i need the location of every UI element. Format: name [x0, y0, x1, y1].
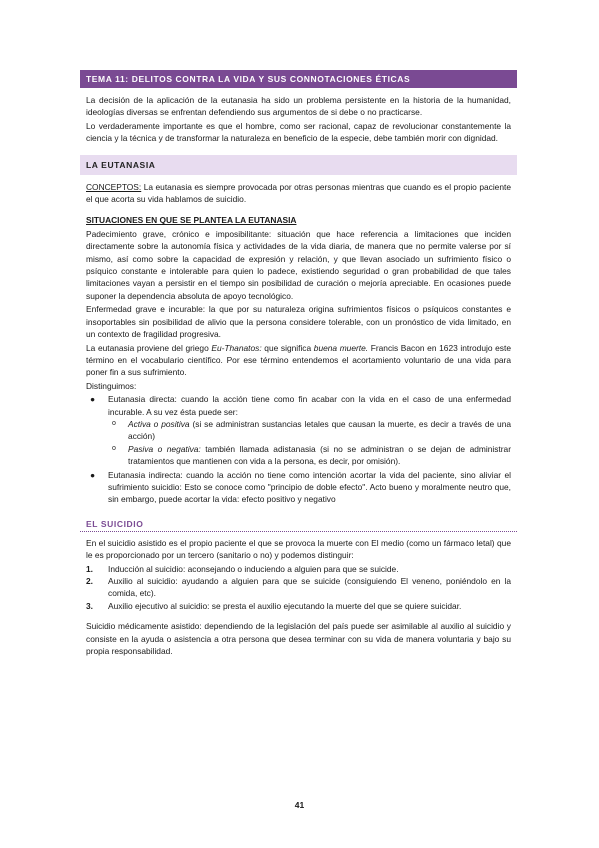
- suicidio-medico-paragraph: Suicidio médicamente asistido: dependiendo de la legislación del país puede ser asimilable al auxilio al suicidio y consiste en la ayuda o asistencia a otra persona que desea terminar con su vida de manera voluntaria y bajo su propia responsabilidad.: [86, 621, 511, 657]
- list-item-indirecta: [86, 469, 511, 506]
- origen-text-e: Francis Bacon en 1623 introdujo este término en el vocabulario científico. Por ese término entendemos el acortamiento voluntario de una vida para poner fin a sus sufrimiento.: [86, 342, 511, 378]
- item-text: Auxilio al suicidio: ayudando a alguien para que se suicide (consiguiendo El veneno, poniéndolo en la comida, etc).: [108, 576, 511, 599]
- conceptos-label: CONCEPTOS:: [86, 181, 142, 192]
- origen-text-a: La eutanasia proviene del griego: [86, 342, 212, 353]
- sub-bullet-icon: o: [112, 444, 116, 452]
- section-title-bar: TEMA 11: DELITOS CONTRA LA VIDA Y SUS CONNOTACIONES ÉTICAS: [80, 70, 517, 88]
- eutanasia-types-list: [80, 393, 517, 506]
- item-number: 1.: [86, 563, 93, 574]
- document-page: [80, 70, 517, 658]
- directa-sublist: [108, 418, 511, 468]
- item-number: 3.: [86, 600, 93, 611]
- directa-text: Eutanasia directa: cuando la acción tiene como fin acabar con la vida en el caso de una enfermedad incurable. A su vez ésta puede ser:: [108, 394, 511, 417]
- list-item-directa: [86, 393, 511, 467]
- distinguimos-label: Distinguimos:: [86, 380, 137, 391]
- padecimiento-paragraph: Padecimiento grave, crónico e imposibilitante: situación que hace referencia a limitaciones que inciden directamente sobre la autonomía física y actividades de la vida diaria, de manera que no permite valerse por sí mismo, así como sobre la capacidad de expresión y relación, y que llevan asociado un sufrimiento físico o psíquico constante e intolerable para quien lo padece, existiendo seguridad o gran probabilidad de que tales limitaciones vayan a persistir en el tiempo sin posibilidad de curación o mejoría apreciable. En ocasiones puede suponer la dependencia absoluta de apoyo tecnológico.: [86, 228, 511, 301]
- bullet-icon: ●: [90, 469, 96, 480]
- item-text: Auxilio ejecutivo al suicidio: se presta el auxilio ejecutando la muerte del que se quiere suicidar.: [108, 600, 462, 611]
- origen-meaning: buena muerte.: [313, 342, 369, 353]
- list-item: [86, 563, 511, 575]
- pasiva-text: también llamada adistanasia (si no se administran o se dejan de administrar tratamientos que mantienen con vida a la persona, es decir, por omisión).: [128, 443, 511, 467]
- list-item: [86, 600, 511, 612]
- origen-paragraph: [80, 342, 517, 379]
- page-number: 41: [294, 800, 305, 810]
- list-item-activa: [108, 418, 511, 443]
- conceptos-paragraph: [80, 181, 517, 206]
- pasiva-label: Pasiva o negativa:: [128, 443, 201, 454]
- intro-paragraph-1: La decisión de la aplicación de la eutanasia ha sido un problema persistente en la historia de la humanidad, ideologías diversas se enfrentan defendiendo sus argumentos de si debe o no practicarse.: [86, 95, 511, 118]
- conceptos-text: La eutanasia es siempre provocada por otras personas mientras que cuando es el propio paciente el que acorta su vida hablamos de suicidio.: [86, 181, 511, 205]
- bullet-icon: ●: [90, 394, 96, 405]
- suicidio-intro: En el suicidio asistido es el propio paciente el que se provoca la muerte con El medio (como un fármaco letal) que le es proporcionado por un tercero (sanitario o no) y podemos distinguir:: [86, 537, 511, 561]
- item-number: 2.: [86, 576, 93, 586]
- origen-text-c: que significa: [261, 342, 314, 353]
- sub-bullet-icon: o: [112, 419, 116, 427]
- list-item: [86, 575, 511, 600]
- situaciones-label: SITUACIONES EN QUE SE PLANTEA LA EUTANASIA: [86, 215, 297, 226]
- suicidio-list: [80, 563, 517, 613]
- list-item-pasiva: [108, 443, 511, 468]
- situaciones-heading: [80, 214, 517, 226]
- activa-label: Activa o positiva: [128, 418, 190, 429]
- eutanasia-heading: LA EUTANASIA: [80, 155, 517, 175]
- activa-text: (si se administran sustancias letales que causan la muerte, es decir a través de una acción): [128, 418, 512, 442]
- enfermedad-paragraph: Enfermedad grave e incurable: la que por su naturaleza origina sufrimientos físicos o psíquicos constantes e insoportables sin posibilidad de alivio que la persona considere tolerable, con un pronóstico de vida limitado, en un contexto de fragilidad progresiva.: [86, 304, 511, 340]
- intro-paragraph-2: Lo verdaderamente importante es que el hombre, como ser racional, capaz de revolucionar constantemente la ciencia y la técnica y de transformar la naturaleza en beneficio de la especie, debe también morir con dignidad.: [86, 120, 511, 144]
- item-text: Inducción al suicidio: aconsejando o induciendo a alguien para que se suicide.: [108, 563, 399, 574]
- indirecta-text: Eutanasia indirecta: cuando la acción no tiene como intención acortar la vida del paciente, sino aliviar el sufrimiento suicidio: Esto se conoce como "principio de doble efecto". Acto bueno y moralmente neutro que, sin embargo, puede acortar la vida: efecto positivo y negativo: [108, 469, 511, 505]
- origen-greek: Eu-Thanatos:: [211, 342, 262, 353]
- suicidio-heading: EL SUICIDIO: [80, 516, 517, 532]
